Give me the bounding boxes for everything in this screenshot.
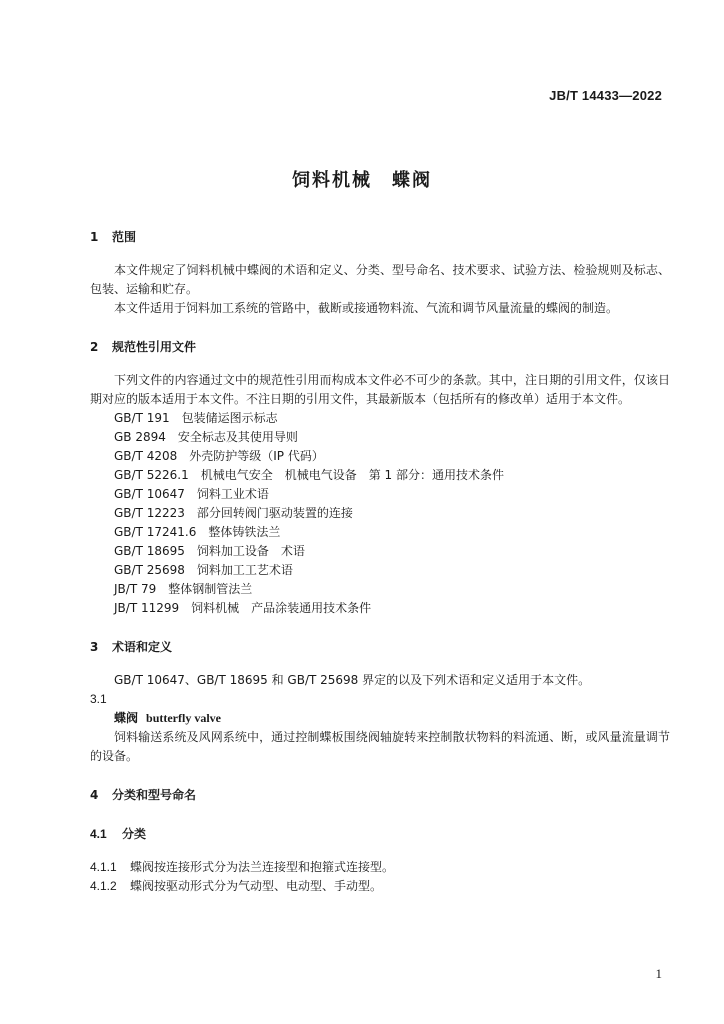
section-number: 2 [90, 340, 99, 354]
subsection-title: 分类 [122, 827, 147, 841]
reference-item: GB/T 10647 饲料工业术语 [114, 487, 269, 501]
standard-code: JB/T 14433—2022 [549, 88, 662, 103]
section-heading-normative-references [90, 338, 670, 357]
section-number: 3 [90, 640, 99, 654]
subsection-number: 4.1 [90, 827, 107, 841]
reference-item: GB/T 18695 饲料加工设备 术语 [114, 544, 305, 558]
clause-item [90, 877, 670, 896]
section-title: 范围 [112, 230, 137, 244]
reference-item: GB/T 25698 饲料加工工艺术语 [114, 563, 293, 577]
term-chinese: 蝶阀 [114, 711, 139, 725]
reference-item: GB/T 191 包装储运图示标志 [114, 411, 278, 425]
clause-number: 4.1.1 [90, 860, 117, 874]
document-title: 饲料机械 蝶阀 [292, 170, 432, 191]
document-body [90, 228, 670, 896]
clause-text: 蝶阀按驱动形式分为气动型、电动型、手动型。 [130, 879, 383, 893]
term-english: butterfly valve [146, 711, 221, 725]
reference-item: GB 2894 安全标志及其使用导则 [114, 430, 298, 444]
reference-item: JB/T 11299 饲料机械 产品涂装通用技术条件 [114, 601, 372, 615]
clause-text: 蝶阀按连接形式分为法兰连接型和抱箍式连接型。 [130, 860, 395, 874]
reference-item: JB/T 79 整体钢制管法兰 [114, 582, 253, 596]
section-heading-scope [90, 228, 670, 247]
term-number: 3.1 [90, 692, 107, 706]
scope-paragraph: 本文件适用于饲料加工系统的管路中，截断或接通物料流、气流和调节风量流量的蝶阀的制造。 [114, 301, 619, 315]
scope-paragraph: 本文件规定了饲料机械中蝶阀的术语和定义、分类、型号命名、技术要求、试验方法、检验规则及标志、包装、运输和贮存。 [90, 263, 670, 296]
section-heading-classification [90, 786, 670, 805]
section-number: 1 [90, 230, 99, 244]
reference-item: GB/T 12223 部分回转阀门驱动装置的连接 [114, 506, 353, 520]
references-intro: 下列文件的内容通过文中的规范性引用而构成本文件必不可少的条款。其中，注日期的引用文件，仅该日期对应的版本适用于本文件。不注日期的引用文件，其最新版本（包括所有的修改单）适用于本文件。 [90, 373, 670, 406]
terms-intro: GB/T 10647、GB/T 18695 和 GB/T 25698 界定的以及下列术语和定义适用于本文件。 [114, 673, 591, 687]
page-number: 1 [655, 966, 662, 981]
reference-item: GB/T 5226.1 机械电气安全 机械电气设备 第 1 部分：通用技术条件 [114, 468, 504, 482]
subsection-heading-classification [90, 825, 670, 844]
reference-item: GB/T 17241.6 整体铸铁法兰 [114, 525, 281, 539]
clause-item [90, 858, 670, 877]
section-title: 规范性引用文件 [112, 340, 197, 354]
reference-item: GB/T 4208 外壳防护等级（IP 代码） [114, 449, 324, 463]
clause-number: 4.1.2 [90, 879, 117, 893]
section-title: 分类和型号命名 [112, 788, 197, 802]
section-heading-terms [90, 638, 670, 657]
section-number: 4 [90, 788, 99, 802]
section-title: 术语和定义 [112, 640, 173, 654]
term-definition: 饲料输送系统及风网系统中，通过控制蝶板围绕阀轴旋转来控制散状物料的料流通、断，或风量流量调节的设备。 [90, 730, 670, 763]
term-entry [90, 709, 670, 728]
